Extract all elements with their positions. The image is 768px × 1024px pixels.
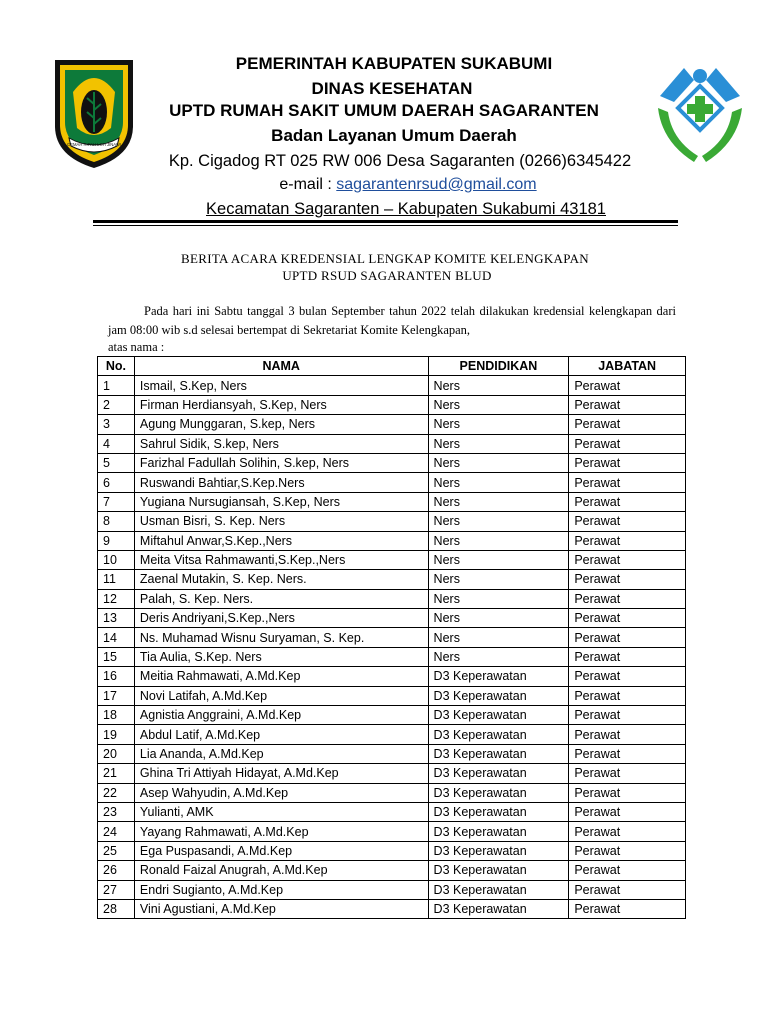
cell-jabatan: Perawat bbox=[569, 764, 686, 783]
cell-jabatan: Perawat bbox=[569, 492, 686, 511]
cell-jabatan: Perawat bbox=[569, 822, 686, 841]
cell-nama: Agnistia Anggraini, A.Md.Kep bbox=[134, 706, 428, 725]
cell-pendidikan: D3 Keperawatan bbox=[428, 783, 569, 802]
cell-no: 25 bbox=[98, 841, 135, 860]
cell-nama: Abdul Latif, A.Md.Kep bbox=[134, 725, 428, 744]
table-row bbox=[98, 764, 686, 783]
opening-paragraph-text: Pada hari ini Sabtu tanggal 3 bulan September tahun 2022 telah dilakukan kredensial kelengkapan dari jam 08:00 wib s.d selesai bertempat di Sekretariat Komite Kelengkapan, bbox=[108, 304, 676, 337]
table-row bbox=[98, 647, 686, 666]
cell-jabatan: Perawat bbox=[569, 376, 686, 395]
header-divider-thin bbox=[93, 225, 678, 226]
cell-pendidikan: Ners bbox=[428, 434, 569, 453]
cell-no: 24 bbox=[98, 822, 135, 841]
cell-jabatan: Perawat bbox=[569, 570, 686, 589]
cell-jabatan: Perawat bbox=[569, 744, 686, 763]
cell-nama: Ega Puspasandi, A.Md.Kep bbox=[134, 841, 428, 860]
table-row bbox=[98, 686, 686, 705]
table-row bbox=[98, 531, 686, 550]
table-row bbox=[98, 725, 686, 744]
cell-no: 28 bbox=[98, 899, 135, 918]
header-address: Kp. Cigadog RT 025 RW 006 Desa Sagaranten (0266)6345422 bbox=[168, 152, 632, 170]
cell-no: 1 bbox=[98, 376, 135, 395]
cell-jabatan: Perawat bbox=[569, 725, 686, 744]
cell-jabatan: Perawat bbox=[569, 861, 686, 880]
cell-jabatan: Perawat bbox=[569, 802, 686, 821]
cell-pendidikan: Ners bbox=[428, 492, 569, 511]
table-row bbox=[98, 783, 686, 802]
cell-nama: Ismail, S.Kep, Ners bbox=[134, 376, 428, 395]
document-title: BERITA ACARA KREDENSIAL LENGKAP KOMITE KELENGKAPAN bbox=[181, 251, 589, 266]
table-row bbox=[98, 550, 686, 569]
cell-jabatan: Perawat bbox=[569, 647, 686, 666]
cell-jabatan: Perawat bbox=[569, 453, 686, 472]
table-row bbox=[98, 861, 686, 880]
cell-jabatan: Perawat bbox=[569, 415, 686, 434]
table-row bbox=[98, 667, 686, 686]
cell-no: 3 bbox=[98, 415, 135, 434]
cell-nama: Deris Andriyani,S.Kep.,Ners bbox=[134, 609, 428, 628]
table-row bbox=[98, 802, 686, 821]
cell-pendidikan: Ners bbox=[428, 512, 569, 531]
cell-no: 4 bbox=[98, 434, 135, 453]
cell-no: 14 bbox=[98, 628, 135, 647]
emblem-motto-text: GEMAH RIPAH LOH JINAWI bbox=[67, 142, 121, 147]
cell-nama: Tia Aulia, S.Kep. Ners bbox=[134, 647, 428, 666]
cell-jabatan: Perawat bbox=[569, 531, 686, 550]
cell-nama: Ns. Muhamad Wisnu Suryaman, S. Kep. bbox=[134, 628, 428, 647]
cell-jabatan: Perawat bbox=[569, 473, 686, 492]
cell-pendidikan: D3 Keperawatan bbox=[428, 861, 569, 880]
cell-no: 17 bbox=[98, 686, 135, 705]
table-row bbox=[98, 706, 686, 725]
cell-pendidikan: D3 Keperawatan bbox=[428, 667, 569, 686]
cell-no: 5 bbox=[98, 453, 135, 472]
table-row bbox=[98, 570, 686, 589]
cell-nama: Yugiana Nursugiansah, S.Kep, Ners bbox=[134, 492, 428, 511]
credential-table bbox=[97, 356, 686, 919]
header-government: PEMERINTAH KABUPATEN SUKABUMI bbox=[235, 54, 553, 73]
cell-jabatan: Perawat bbox=[569, 899, 686, 918]
cell-nama: Yulianti, AMK bbox=[134, 802, 428, 821]
cell-pendidikan: Ners bbox=[428, 570, 569, 589]
cell-nama: Vini Agustiani, A.Md.Kep bbox=[134, 899, 428, 918]
cell-pendidikan: D3 Keperawatan bbox=[428, 725, 569, 744]
table-row bbox=[98, 628, 686, 647]
cell-jabatan: Perawat bbox=[569, 434, 686, 453]
table-row bbox=[98, 434, 686, 453]
cell-no: 13 bbox=[98, 609, 135, 628]
table-row bbox=[98, 492, 686, 511]
cell-pendidikan: Ners bbox=[428, 453, 569, 472]
cell-no: 22 bbox=[98, 783, 135, 802]
cell-pendidikan: Ners bbox=[428, 395, 569, 414]
cell-jabatan: Perawat bbox=[569, 550, 686, 569]
cell-pendidikan: D3 Keperawatan bbox=[428, 841, 569, 860]
table-row bbox=[98, 880, 686, 899]
table-row bbox=[98, 589, 686, 608]
email-link[interactable]: sagarantenrsud@gmail.com bbox=[336, 176, 537, 193]
cell-nama: Firman Herdiansyah, S.Kep, Ners bbox=[134, 395, 428, 414]
cell-pendidikan: D3 Keperawatan bbox=[428, 764, 569, 783]
cell-pendidikan: Ners bbox=[428, 589, 569, 608]
cell-jabatan: Perawat bbox=[569, 512, 686, 531]
table-row bbox=[98, 744, 686, 763]
cell-nama: Asep Wahyudin, A.Md.Kep bbox=[134, 783, 428, 802]
table-row bbox=[98, 899, 686, 918]
header-jabatan: JABATAN bbox=[569, 357, 686, 376]
cell-no: 20 bbox=[98, 744, 135, 763]
cell-nama: Agung Munggaran, S.kep, Ners bbox=[134, 415, 428, 434]
cell-nama: Sahrul Sidik, S.kep, Ners bbox=[134, 434, 428, 453]
table-row bbox=[98, 473, 686, 492]
header-email-line bbox=[24, 176, 768, 194]
cell-pendidikan: Ners bbox=[428, 628, 569, 647]
cell-nama: Endri Sugianto, A.Md.Kep bbox=[134, 880, 428, 899]
cell-pendidikan: D3 Keperawatan bbox=[428, 706, 569, 725]
cell-jabatan: Perawat bbox=[569, 395, 686, 414]
cell-pendidikan: Ners bbox=[428, 415, 569, 434]
cell-pendidikan: D3 Keperawatan bbox=[428, 686, 569, 705]
table-row bbox=[98, 395, 686, 414]
cell-pendidikan: Ners bbox=[428, 473, 569, 492]
cell-jabatan: Perawat bbox=[569, 880, 686, 899]
table-row bbox=[98, 841, 686, 860]
header-department: DINAS KESEHATAN bbox=[311, 79, 473, 98]
cell-nama: Meita Vitsa Rahmawanti,S.Kep.,Ners bbox=[134, 550, 428, 569]
table-row bbox=[98, 376, 686, 395]
header-divider-thick bbox=[93, 220, 678, 223]
cell-pendidikan: Ners bbox=[428, 531, 569, 550]
cell-no: 10 bbox=[98, 550, 135, 569]
table-body bbox=[98, 376, 686, 919]
table-header-row bbox=[98, 357, 686, 376]
cell-no: 2 bbox=[98, 395, 135, 414]
cell-jabatan: Perawat bbox=[569, 783, 686, 802]
cell-jabatan: Perawat bbox=[569, 686, 686, 705]
email-label: e-mail : bbox=[279, 176, 337, 193]
cell-no: 18 bbox=[98, 706, 135, 725]
header-no: No. bbox=[98, 357, 135, 376]
cell-nama: Yayang Rahmawati, A.Md.Kep bbox=[134, 822, 428, 841]
table-row bbox=[98, 453, 686, 472]
cell-nama: Usman Bisri, S. Kep. Ners bbox=[134, 512, 428, 531]
header-nama: NAMA bbox=[134, 357, 428, 376]
header-district: Kecamatan Sagaranten – Kabupaten Sukabumi 43181 bbox=[206, 200, 606, 218]
document-subtitle: UPTD RSUD SAGARANTEN BLUD bbox=[282, 268, 492, 283]
header-hospital-name: UPTD RUMAH SAKIT UMUM DAERAH SAGARANTEN bbox=[169, 101, 599, 120]
table-row bbox=[98, 512, 686, 531]
header-pendidikan: PENDIDIKAN bbox=[428, 357, 569, 376]
cell-jabatan: Perawat bbox=[569, 628, 686, 647]
cell-pendidikan: Ners bbox=[428, 609, 569, 628]
cell-nama: Meitia Rahmawati, A.Md.Kep bbox=[134, 667, 428, 686]
cell-nama: Palah, S. Kep. Ners. bbox=[134, 589, 428, 608]
cell-nama: Novi Latifah, A.Md.Kep bbox=[134, 686, 428, 705]
cell-no: 21 bbox=[98, 764, 135, 783]
cell-jabatan: Perawat bbox=[569, 706, 686, 725]
cell-jabatan: Perawat bbox=[569, 841, 686, 860]
cell-no: 26 bbox=[98, 861, 135, 880]
cell-no: 12 bbox=[98, 589, 135, 608]
cell-nama: Ronald Faizal Anugrah, A.Md.Kep bbox=[134, 861, 428, 880]
cell-no: 9 bbox=[98, 531, 135, 550]
cell-pendidikan: D3 Keperawatan bbox=[428, 899, 569, 918]
opening-paragraph bbox=[108, 302, 676, 340]
table-row bbox=[98, 822, 686, 841]
cell-no: 7 bbox=[98, 492, 135, 511]
table-row bbox=[98, 609, 686, 628]
cell-pendidikan: D3 Keperawatan bbox=[428, 744, 569, 763]
cell-pendidikan: D3 Keperawatan bbox=[428, 822, 569, 841]
cell-pendidikan: Ners bbox=[428, 376, 569, 395]
table-row bbox=[98, 415, 686, 434]
cell-nama: Farizhal Fadullah Solihin, S.kep, Ners bbox=[134, 453, 428, 472]
cell-no: 19 bbox=[98, 725, 135, 744]
cell-nama: Ruswandi Bahtiar,S.Kep.Ners bbox=[134, 473, 428, 492]
cell-no: 11 bbox=[98, 570, 135, 589]
cell-jabatan: Perawat bbox=[569, 589, 686, 608]
cell-pendidikan: D3 Keperawatan bbox=[428, 880, 569, 899]
cell-no: 23 bbox=[98, 802, 135, 821]
cell-no: 8 bbox=[98, 512, 135, 531]
cell-jabatan: Perawat bbox=[569, 609, 686, 628]
cell-no: 27 bbox=[98, 880, 135, 899]
header-blud: Badan Layanan Umum Daerah bbox=[271, 126, 517, 145]
cell-nama: Miftahul Anwar,S.Kep.,Ners bbox=[134, 531, 428, 550]
cell-nama: Zaenal Mutakin, S. Kep. Ners. bbox=[134, 570, 428, 589]
cell-no: 6 bbox=[98, 473, 135, 492]
cell-pendidikan: Ners bbox=[428, 647, 569, 666]
cell-nama: Ghina Tri Attiyah Hidayat, A.Md.Kep bbox=[134, 764, 428, 783]
paragraph-end: atas nama : bbox=[108, 340, 165, 354]
cell-no: 15 bbox=[98, 647, 135, 666]
cell-nama: Lia Ananda, A.Md.Kep bbox=[134, 744, 428, 763]
cell-jabatan: Perawat bbox=[569, 667, 686, 686]
cell-pendidikan: D3 Keperawatan bbox=[428, 802, 569, 821]
cell-no: 16 bbox=[98, 667, 135, 686]
cell-pendidikan: Ners bbox=[428, 550, 569, 569]
